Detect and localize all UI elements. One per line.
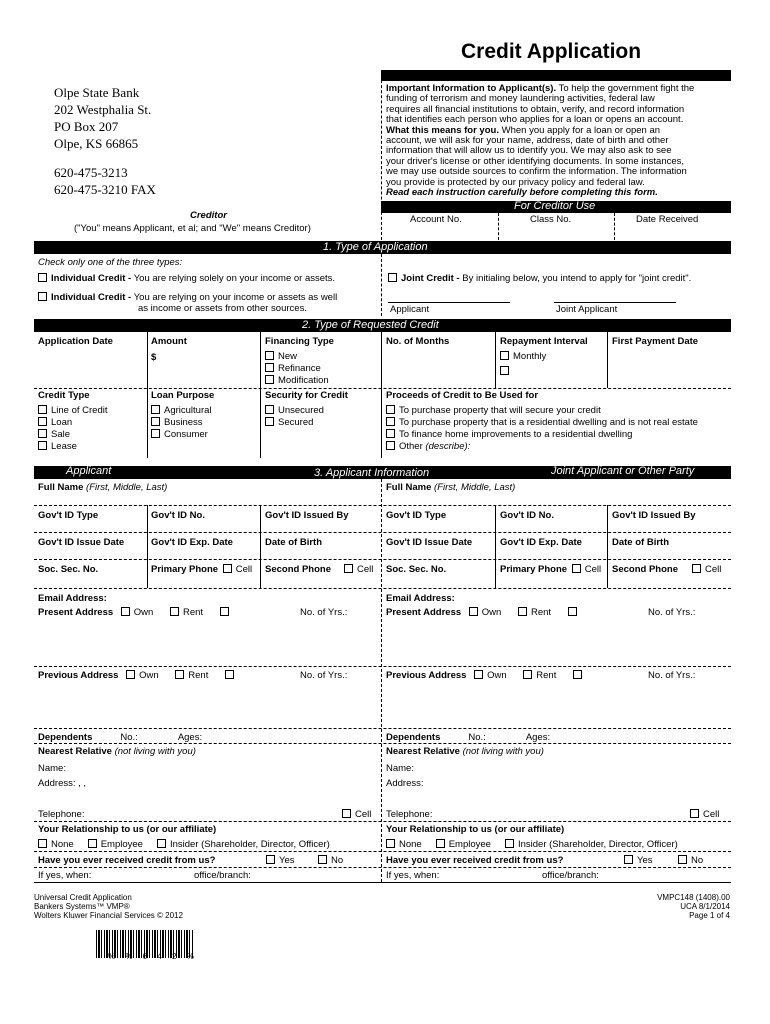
joint-dob: Date of Birth bbox=[612, 537, 669, 548]
purpose-agricultural-checkbox[interactable] bbox=[151, 405, 160, 414]
received-no-label: No bbox=[331, 855, 344, 866]
s3-h10 bbox=[34, 867, 731, 868]
joint-govt-id-no: Gov't ID No. bbox=[500, 510, 554, 521]
previous-own-label: Own bbox=[139, 670, 159, 681]
govt-id-issued-by: Gov't ID Issued By bbox=[265, 510, 349, 521]
s2-h1 bbox=[34, 388, 731, 389]
rel-employee-label: Employee bbox=[100, 839, 143, 850]
joint-nearest-relative-hint: (not living with you) bbox=[462, 746, 544, 757]
joint-present-address-label: Present Address bbox=[386, 607, 462, 618]
footer-right3: Page 1 of 4 bbox=[689, 911, 730, 920]
joint-dependents bbox=[386, 732, 550, 743]
financing-refinance-checkbox[interactable] bbox=[265, 363, 274, 372]
purpose-agricultural-label: Agricultural bbox=[164, 405, 212, 416]
individual2-text2: as income or assets from other sources. bbox=[138, 303, 307, 314]
second-cell-checkbox[interactable] bbox=[344, 564, 353, 573]
s3-v1 bbox=[147, 505, 148, 588]
joint-previous-own-checkbox[interactable] bbox=[474, 670, 483, 679]
rel-none-label: None bbox=[51, 839, 74, 850]
second-cell-label: Cell bbox=[357, 564, 374, 575]
creditor-def: ("You" means Applicant, et al; and "We" means Creditor) bbox=[74, 223, 311, 234]
footer-left1: Universal Credit Application bbox=[34, 893, 132, 902]
relative-address-label: Address: bbox=[38, 778, 76, 789]
received-no-checkbox[interactable] bbox=[318, 855, 327, 864]
joint-present-other-checkbox[interactable] bbox=[568, 607, 577, 616]
joint-previous-own-label: Own bbox=[487, 670, 507, 681]
applicant-initial-label: Applicant bbox=[390, 304, 430, 315]
s2-v6 bbox=[147, 388, 148, 458]
notice-line-3: that identifies each person who applies for a loan or opens an account. bbox=[386, 114, 684, 126]
proceeds-label: Proceeds of Credit to Be Used for bbox=[386, 390, 539, 401]
credit-loan-label: Loan bbox=[51, 417, 73, 428]
joint-govt-id-exp-date: Gov't ID Exp. Date bbox=[500, 537, 582, 548]
credit-sale-label: Sale bbox=[51, 429, 71, 440]
individual1-checkbox[interactable] bbox=[38, 273, 47, 282]
govt-id-exp-date: Gov't ID Exp. Date bbox=[151, 537, 233, 548]
nearest-relative-hint: (not living with you) bbox=[114, 746, 196, 757]
purpose-agricultural[interactable] bbox=[151, 405, 212, 416]
joint-relationship-label: Your Relationship to us (or our affiliate) bbox=[386, 824, 565, 835]
s2-v5 bbox=[607, 332, 608, 388]
joint-full-name-label bbox=[386, 482, 515, 493]
credit-loan-checkbox[interactable] bbox=[38, 417, 47, 426]
present-rent-label: Rent bbox=[182, 607, 204, 618]
individual2-checkbox[interactable] bbox=[38, 292, 47, 301]
page-title: Credit Application bbox=[461, 40, 642, 63]
s2-v3 bbox=[381, 332, 382, 388]
joint-relative-name: Name: bbox=[386, 763, 414, 774]
loan-purpose-label: Loan Purpose bbox=[151, 390, 215, 401]
previous-rent-label: Rent bbox=[188, 670, 209, 681]
footer-left2: Bankers Systems™ VMP® bbox=[34, 902, 130, 911]
dependents-no: No.: bbox=[120, 732, 138, 743]
relative-address bbox=[38, 778, 86, 789]
second-phone-text: Second Phone bbox=[265, 564, 331, 575]
s1-divider bbox=[381, 254, 382, 316]
cu-div1 bbox=[498, 213, 499, 240]
repayment-monthly-checkbox[interactable] bbox=[500, 351, 509, 360]
proceeds-0-checkbox[interactable] bbox=[386, 405, 395, 414]
joint-rel-insider-checkbox[interactable] bbox=[505, 839, 514, 848]
joint-primary-cell-label: Cell bbox=[584, 564, 602, 575]
repayment-other[interactable] bbox=[500, 366, 513, 377]
creditor-address bbox=[54, 84, 156, 198]
what-line-2: information that will allow us to identify you. We may also ask to see bbox=[386, 145, 672, 157]
proceeds-other-checkbox[interactable] bbox=[386, 441, 395, 450]
purpose-business-label: Business bbox=[164, 417, 203, 428]
what-line-3: your driver's license or other identifying documents. In some instances, bbox=[386, 155, 685, 167]
financing-refinance[interactable] bbox=[265, 363, 321, 374]
joint-nearest-relative bbox=[386, 746, 544, 757]
joint-previous-rent-label: Rent bbox=[536, 670, 557, 681]
joint-relative-telephone: Telephone: bbox=[386, 809, 433, 820]
joint-present-years: No. of Yrs.: bbox=[648, 607, 696, 618]
joint-branch: office/branch: bbox=[542, 870, 599, 881]
security-secured-checkbox[interactable] bbox=[265, 417, 274, 426]
security-label: Security for Credit bbox=[265, 390, 348, 401]
repayment-monthly[interactable] bbox=[500, 351, 546, 362]
proceeds-other-label: Other bbox=[399, 441, 423, 452]
joint-relative-address: Address: bbox=[386, 778, 424, 789]
barcode-text: % % 6 4 2 % bbox=[108, 952, 198, 961]
s3-h7 bbox=[34, 743, 731, 744]
credit-lease-checkbox[interactable] bbox=[38, 441, 47, 450]
purpose-consumer-label: Consumer bbox=[164, 429, 208, 440]
joint-dependents-ages: Ages: bbox=[525, 732, 551, 743]
proceeds-0[interactable] bbox=[386, 405, 601, 416]
section3-title: 3. Applicant Information bbox=[314, 467, 430, 479]
present-address-label: Present Address bbox=[38, 607, 114, 618]
creditor-use-heading: For Creditor Use bbox=[514, 200, 596, 212]
relative-cell[interactable] bbox=[342, 809, 371, 820]
relative-cell-checkbox[interactable] bbox=[342, 809, 351, 818]
joint-rel-none-label: None bbox=[399, 839, 422, 850]
joint-second-cell-label: Cell bbox=[705, 564, 722, 575]
bank-phone: 620-475-3213 bbox=[54, 165, 128, 180]
notice-line-2: requires all financial institutions to obtain, verify, and record information bbox=[386, 103, 685, 115]
previous-address-label: Previous Address bbox=[38, 670, 119, 681]
joint-relative-cell-label: Cell bbox=[703, 809, 720, 820]
relationship-options bbox=[38, 839, 330, 850]
joint-received-no-checkbox[interactable] bbox=[678, 855, 687, 864]
joint-primary-cell-checkbox[interactable] bbox=[572, 564, 581, 573]
joint-rel-none-checkbox[interactable] bbox=[386, 839, 395, 848]
s2-v2 bbox=[260, 332, 261, 388]
credit-type-label: Credit Type bbox=[38, 390, 90, 401]
top-bar bbox=[381, 70, 731, 81]
joint-text: By initialing below, you intend to apply for "joint credit". bbox=[462, 273, 692, 284]
joint-present-rent-checkbox[interactable] bbox=[518, 607, 527, 616]
creditor-label: Creditor bbox=[190, 210, 227, 221]
govt-id-no: Gov't ID No. bbox=[151, 510, 205, 521]
footer-left bbox=[34, 893, 183, 920]
individual2-text1: You are relying on your income or assets as well bbox=[133, 292, 338, 303]
joint-full-name-hint: (First, Middle, Last) bbox=[434, 482, 516, 493]
section3-applicant: Applicant bbox=[66, 465, 112, 477]
proceeds-2[interactable] bbox=[386, 429, 632, 440]
security-unsecured[interactable] bbox=[265, 405, 324, 416]
footer-left3: Wolters Kluwer Financial Services © 2012 bbox=[34, 911, 183, 920]
individual1[interactable] bbox=[38, 273, 335, 284]
joint-rel-insider-label: Insider (Shareholder, Director, Officer) bbox=[517, 839, 678, 850]
security-unsecured-checkbox[interactable] bbox=[265, 405, 274, 414]
joint-present-own-label: Own bbox=[481, 607, 502, 618]
what-heading: What this means for you. bbox=[386, 124, 499, 136]
joint-present-address bbox=[386, 607, 581, 618]
notice-line-1: funding of terrorism and money laundering activities, federal law bbox=[386, 93, 655, 105]
relative-cell-label: Cell bbox=[355, 809, 372, 820]
joint-received-yes[interactable] bbox=[624, 855, 653, 866]
s3-v3 bbox=[495, 505, 496, 588]
what-line-0: When you apply for a loan or open an bbox=[501, 124, 661, 136]
full-name-text: Full Name bbox=[38, 482, 84, 493]
s2-v1 bbox=[147, 332, 148, 388]
rel-insider-checkbox[interactable] bbox=[157, 839, 166, 848]
govt-id-issue-date: Gov't ID Issue Date bbox=[38, 537, 125, 548]
joint-ssn: Soc. Sec. No. bbox=[386, 564, 447, 575]
bank-fax: 620-475-3210 FAX bbox=[54, 182, 156, 197]
credit-line[interactable] bbox=[38, 405, 108, 416]
received-yes[interactable] bbox=[266, 855, 295, 866]
joint-primary-phone-text: Primary Phone bbox=[500, 564, 568, 575]
footer-right bbox=[657, 893, 730, 920]
proceeds-2-checkbox[interactable] bbox=[386, 429, 395, 438]
dependents-ages: Ages: bbox=[177, 732, 203, 743]
s2-v7 bbox=[260, 388, 261, 458]
proceeds-describe: (describe): bbox=[425, 441, 471, 452]
email-label: Email Address: bbox=[38, 593, 107, 604]
months-label: No. of Months bbox=[386, 336, 450, 347]
received-yes-checkbox[interactable] bbox=[266, 855, 275, 864]
financing-modification[interactable] bbox=[265, 375, 329, 386]
footer-right2: UCA 8/1/2014 bbox=[680, 902, 730, 911]
section2-title: 2. Type of Requested Credit bbox=[302, 319, 439, 331]
joint-relationship-options bbox=[386, 839, 678, 850]
credit-line-label: Line of Credit bbox=[51, 405, 108, 416]
proceeds-1-label: To purchase property that is a residential dwelling and is not real estate bbox=[399, 417, 698, 428]
joint-previous-other-checkbox[interactable] bbox=[573, 670, 582, 679]
govt-id-type: Gov't ID Type bbox=[38, 510, 99, 521]
credit-lease[interactable] bbox=[38, 441, 77, 452]
present-rent-checkbox[interactable] bbox=[170, 607, 179, 616]
section3-joint: Joint Applicant or Other Party bbox=[551, 465, 695, 477]
joint-second-cell[interactable] bbox=[692, 564, 721, 575]
bank-po: PO Box 207 bbox=[54, 119, 119, 134]
credit-loan[interactable] bbox=[38, 417, 72, 428]
joint-received-yes-label: Yes bbox=[637, 855, 653, 866]
second-phone bbox=[265, 564, 331, 575]
dob: Date of Birth bbox=[265, 537, 322, 548]
joint-previous-address-label: Previous Address bbox=[386, 670, 467, 681]
s2-v8 bbox=[381, 388, 382, 458]
full-name-hint: (First, Middle, Last) bbox=[86, 482, 168, 493]
received-credit-label: Have you ever received credit from us? bbox=[38, 855, 216, 866]
purpose-business-checkbox[interactable] bbox=[151, 417, 160, 426]
joint-if-yes: If yes, when: bbox=[386, 870, 440, 881]
joint-second-cell-checkbox[interactable] bbox=[692, 564, 701, 573]
security-secured[interactable] bbox=[265, 417, 313, 428]
section1-title: 1. Type of Application bbox=[323, 241, 428, 253]
bank-city: Olpe, KS 66865 bbox=[54, 136, 139, 151]
joint-second-phone-text: Second Phone bbox=[612, 564, 678, 575]
what-line-4: we may use outside sources to confirm the information. The information bbox=[386, 166, 687, 178]
s3-h1 bbox=[34, 505, 731, 506]
s3-h9 bbox=[34, 851, 731, 852]
second-cell[interactable] bbox=[344, 564, 373, 575]
full-name-label bbox=[38, 482, 167, 493]
dependents-label: Dependents bbox=[38, 732, 93, 743]
s1-instruction: Check only one of the three types: bbox=[38, 257, 183, 268]
joint-rel-employee-label: Employee bbox=[448, 839, 491, 850]
financing-refinance-label: Refinance bbox=[278, 363, 321, 374]
joint-sig-line bbox=[554, 302, 676, 303]
notice-line-0: To help the government fight the bbox=[558, 83, 695, 94]
proceeds-other[interactable] bbox=[386, 441, 470, 452]
joint-govt-id-issue-date: Gov't ID Issue Date bbox=[386, 537, 473, 548]
nearest-relative bbox=[38, 746, 196, 757]
previous-rent-checkbox[interactable] bbox=[175, 670, 184, 679]
primary-phone bbox=[151, 564, 252, 575]
s3-h8 bbox=[34, 821, 731, 822]
joint-received-no[interactable] bbox=[678, 855, 703, 866]
individual1-label: Individual Credit - bbox=[51, 273, 132, 284]
nearest-relative-label: Nearest Relative bbox=[38, 746, 112, 757]
joint-rel-employee-checkbox[interactable] bbox=[436, 839, 445, 848]
credit-sale-checkbox[interactable] bbox=[38, 429, 47, 438]
bank-name: Olpe State Bank bbox=[54, 85, 140, 100]
read-each: Read each instruction carefully before completing this form. bbox=[386, 187, 658, 199]
previous-years: No. of Yrs.: bbox=[300, 670, 348, 681]
class-no-label: Class No. bbox=[530, 214, 572, 225]
proceeds-2-label: To finance home improvements to a residential dwelling bbox=[399, 429, 633, 440]
amount-dollar: $ bbox=[151, 352, 157, 363]
previous-own-checkbox[interactable] bbox=[126, 670, 135, 679]
application-date-label: Application Date bbox=[38, 336, 113, 347]
joint-dependents-label: Dependents bbox=[386, 732, 441, 743]
purpose-consumer[interactable] bbox=[151, 429, 208, 440]
primary-cell-checkbox[interactable] bbox=[223, 564, 232, 573]
if-yes: If yes, when: bbox=[38, 870, 92, 881]
top-divider bbox=[381, 70, 382, 240]
relationship-label: Your Relationship to us (or our affiliate) bbox=[38, 824, 217, 835]
joint-relative-cell[interactable] bbox=[690, 809, 719, 820]
s3-h6 bbox=[34, 728, 731, 729]
joint-previous-years: No. of Yrs.: bbox=[648, 670, 696, 681]
footer-right1: VMPC148 (1408).00 bbox=[657, 893, 730, 902]
proceeds-0-label: To purchase property that will secure your credit bbox=[399, 405, 601, 416]
joint-previous-rent-checkbox[interactable] bbox=[523, 670, 532, 679]
received-yes-label: Yes bbox=[279, 855, 295, 866]
credit-lease-label: Lease bbox=[51, 441, 77, 452]
notice-heading: Important Information to Applicant(s). bbox=[386, 83, 557, 94]
joint-nearest-relative-label: Nearest Relative bbox=[386, 746, 460, 757]
financing-new-checkbox[interactable] bbox=[265, 351, 274, 360]
date-received-label: Date Received bbox=[636, 214, 699, 225]
s3-h2 bbox=[34, 532, 731, 533]
credit-sale[interactable] bbox=[38, 429, 70, 440]
previous-address bbox=[38, 670, 238, 681]
joint-full-name-text: Full Name bbox=[386, 482, 432, 493]
present-other-checkbox[interactable] bbox=[220, 607, 229, 616]
financing-new[interactable] bbox=[265, 351, 297, 362]
joint-present-own-checkbox[interactable] bbox=[469, 607, 478, 616]
joint-email-label: Email Address: bbox=[386, 593, 455, 604]
joint-dependents-no: No.: bbox=[468, 732, 486, 743]
what-line-5: you provide is protected by our privacy policy and federal law. bbox=[386, 176, 645, 188]
dependents bbox=[38, 732, 202, 743]
s3-v2 bbox=[260, 505, 261, 588]
present-address bbox=[38, 607, 233, 618]
joint-govt-id-issued-by: Gov't ID Issued By bbox=[612, 510, 696, 521]
rel-none-checkbox[interactable] bbox=[38, 839, 47, 848]
joint-received-yes-checkbox[interactable] bbox=[624, 855, 633, 864]
joint-present-rent-label: Rent bbox=[530, 607, 552, 618]
present-own-checkbox[interactable] bbox=[121, 607, 130, 616]
proceeds-1[interactable] bbox=[386, 417, 698, 428]
individual2[interactable] bbox=[38, 292, 337, 303]
primary-cell-label: Cell bbox=[235, 564, 253, 575]
amount-label: Amount bbox=[151, 336, 187, 347]
received-no[interactable] bbox=[318, 855, 343, 866]
financing-new-label: New bbox=[278, 351, 298, 362]
bank-street: 202 Westphalia St. bbox=[54, 102, 152, 117]
individual1-text: You are relying solely on your income or assets. bbox=[133, 273, 336, 284]
s3-h4 bbox=[34, 588, 731, 589]
joint-received-no-label: No bbox=[691, 855, 704, 866]
ssn: Soc. Sec. No. bbox=[38, 564, 99, 575]
relative-name: Name: bbox=[38, 763, 66, 774]
individual2-label: Individual Credit - bbox=[51, 292, 132, 303]
applicant-sig-line bbox=[388, 302, 510, 303]
bottom-rule bbox=[34, 882, 731, 883]
account-no-label: Account No. bbox=[410, 214, 462, 225]
s3-h5 bbox=[34, 666, 731, 667]
cu-div2 bbox=[614, 213, 615, 240]
s3-v4 bbox=[607, 505, 608, 588]
s2-v4 bbox=[495, 332, 496, 388]
first-payment-label: First Payment Date bbox=[612, 336, 699, 347]
notice-block bbox=[386, 84, 731, 198]
present-own-label: Own bbox=[133, 607, 154, 618]
repayment-other-checkbox[interactable] bbox=[500, 366, 509, 375]
purpose-consumer-checkbox[interactable] bbox=[151, 429, 160, 438]
financing-modification-label: Modification bbox=[278, 375, 329, 386]
previous-other-checkbox[interactable] bbox=[225, 670, 234, 679]
purpose-business[interactable] bbox=[151, 417, 203, 428]
security-secured-label: Secured bbox=[278, 417, 314, 428]
joint-initial-label: Joint Applicant bbox=[556, 304, 618, 315]
primary-phone-text: Primary Phone bbox=[151, 564, 219, 575]
joint-received-credit-label: Have you ever received credit from us? bbox=[386, 855, 564, 866]
relative-address-value: , , bbox=[78, 778, 87, 789]
joint-second-phone bbox=[612, 564, 678, 575]
financing-type-label: Financing Type bbox=[265, 336, 334, 347]
credit-line-checkbox[interactable] bbox=[38, 405, 47, 414]
joint-previous-address bbox=[386, 670, 586, 681]
rel-employee-checkbox[interactable] bbox=[88, 839, 97, 848]
s3-h3 bbox=[34, 559, 731, 560]
joint-govt-id-type: Gov't ID Type bbox=[386, 510, 447, 521]
financing-modification-checkbox[interactable] bbox=[265, 375, 274, 384]
present-years: No. of Yrs.: bbox=[300, 607, 348, 618]
joint[interactable] bbox=[388, 273, 691, 284]
what-line-1: account, we will ask for your name, address, date of birth and other bbox=[386, 135, 669, 147]
branch: office/branch: bbox=[194, 870, 251, 881]
relative-telephone: Telephone: bbox=[38, 809, 85, 820]
joint-relative-cell-checkbox[interactable] bbox=[690, 809, 699, 818]
rel-insider-label: Insider (Shareholder, Director, Officer) bbox=[169, 839, 330, 850]
security-unsecured-label: Unsecured bbox=[278, 405, 324, 416]
repayment-label: Repayment Interval bbox=[500, 336, 588, 347]
repayment-monthly-label: Monthly bbox=[513, 351, 547, 362]
joint-checkbox[interactable] bbox=[388, 273, 397, 282]
joint-label: Joint Credit - bbox=[401, 273, 460, 284]
joint-primary-phone bbox=[500, 564, 601, 575]
proceeds-1-checkbox[interactable] bbox=[386, 417, 395, 426]
